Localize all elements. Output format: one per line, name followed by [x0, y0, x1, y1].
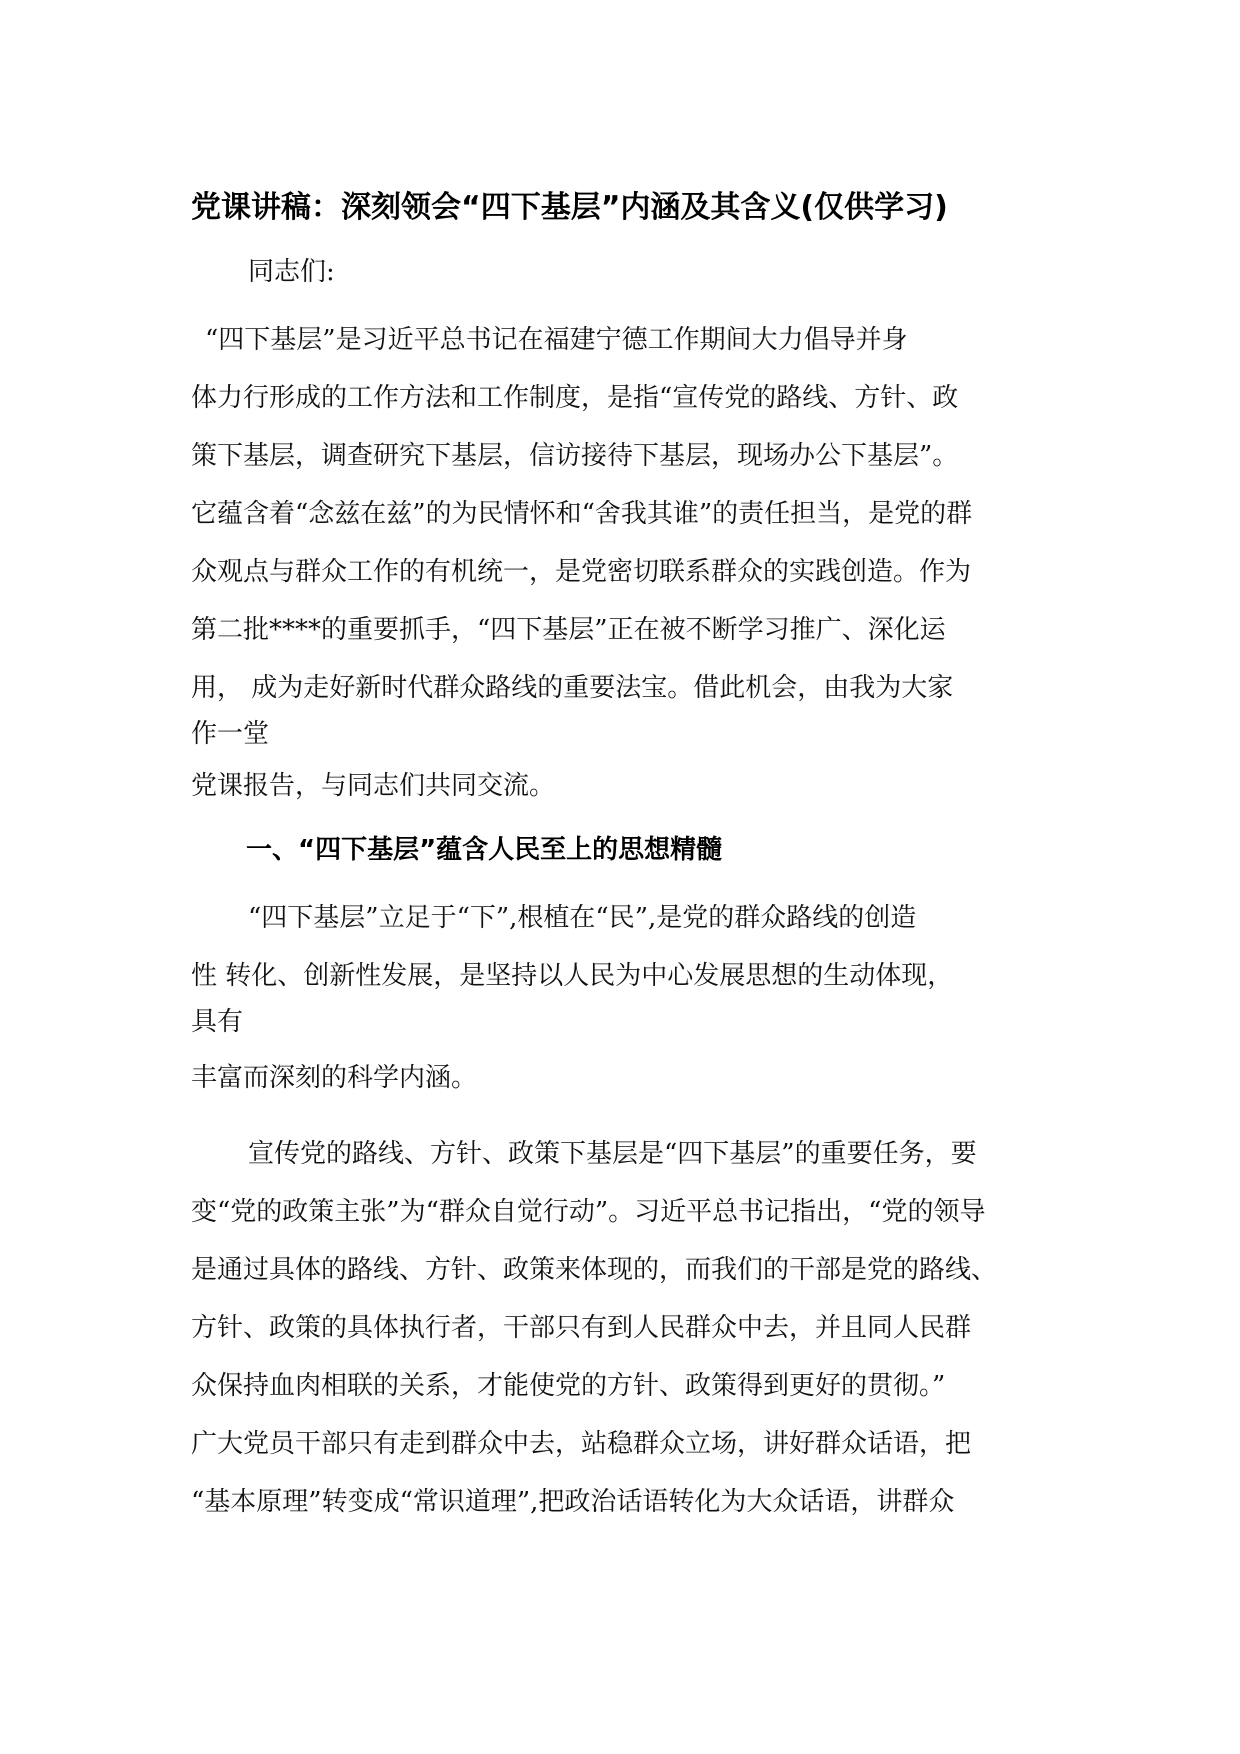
paragraph-line: 它蕴含着“念兹在兹”的为民情怀和“舍我其谁”的责任担当，是党的群	[191, 499, 973, 529]
paragraph-line: 方针、政策的具体执行者，干部只有到人民群众中去，并且同人民群	[191, 1313, 972, 1343]
paragraph-line: 作一堂	[191, 719, 270, 749]
paragraph-line: 用， 成为走好新时代群众路线的重要法宝。借此机会，由我为大家	[191, 673, 954, 703]
section-heading-1: 一、“四下基层”蕴含人民至上的思想精髓	[246, 835, 723, 865]
document-title: 党课讲稿：深刻领会“四下基层”内涵及其含义(仅供学习)	[191, 190, 948, 225]
paragraph-line: 广大党员干部只有走到群众中去，站稳群众立场，讲好群众话语，把	[191, 1429, 972, 1459]
paragraph-line: “基本原理”转变成“常识道理”,把政治话语转化为大众话语，讲群众	[191, 1487, 955, 1517]
paragraph-line: 策下基层，调查研究下基层，信访接待下基层，现场办公下基层”。	[191, 441, 959, 471]
paragraph-line: 丰富而深刻的科学内涵。	[191, 1063, 478, 1093]
paragraph-line: 第二批****的重要抓手，“四下基层”正在被不断学习推广、深化运	[191, 615, 946, 645]
paragraph-line: 性 转化、创新性发展，是坚持以人民为中心发展思想的生动体现，	[191, 961, 954, 991]
paragraph-line: 具有	[191, 1007, 244, 1037]
paragraph-line: 党课报告，与同志们共同交流。	[191, 771, 556, 801]
paragraph-line: “四下基层”立足于“下”,根植在“民”,是党的群众路线的创造	[248, 903, 917, 933]
paragraph-line: “四下基层”是习近平总书记在福建宁德工作期间大力倡导并身	[205, 325, 908, 355]
paragraph-line: 众观点与群众工作的有机统一，是党密切联系群众的实践创造。作为	[191, 557, 972, 587]
paragraph-line: 宣传党的路线、方针、政策下基层是“四下基层”的重要任务，要	[248, 1139, 977, 1169]
paragraph-line: 变“党的政策主张”为“群众自觉行动”。习近平总书记指出，“党的领导	[191, 1197, 986, 1227]
paragraph-line: 体力行形成的工作方法和工作制度，是指“宣传党的路线、方针、政	[191, 383, 959, 413]
paragraph-line: 众保持血肉相联的关系，才能使党的方针、政策得到更好的贯彻。”	[191, 1371, 946, 1401]
paragraph-line: 是通过具体的路线、方针、政策来体现的，而我们的干部是党的路线、	[191, 1255, 998, 1285]
salutation: 同志们:	[248, 257, 335, 287]
